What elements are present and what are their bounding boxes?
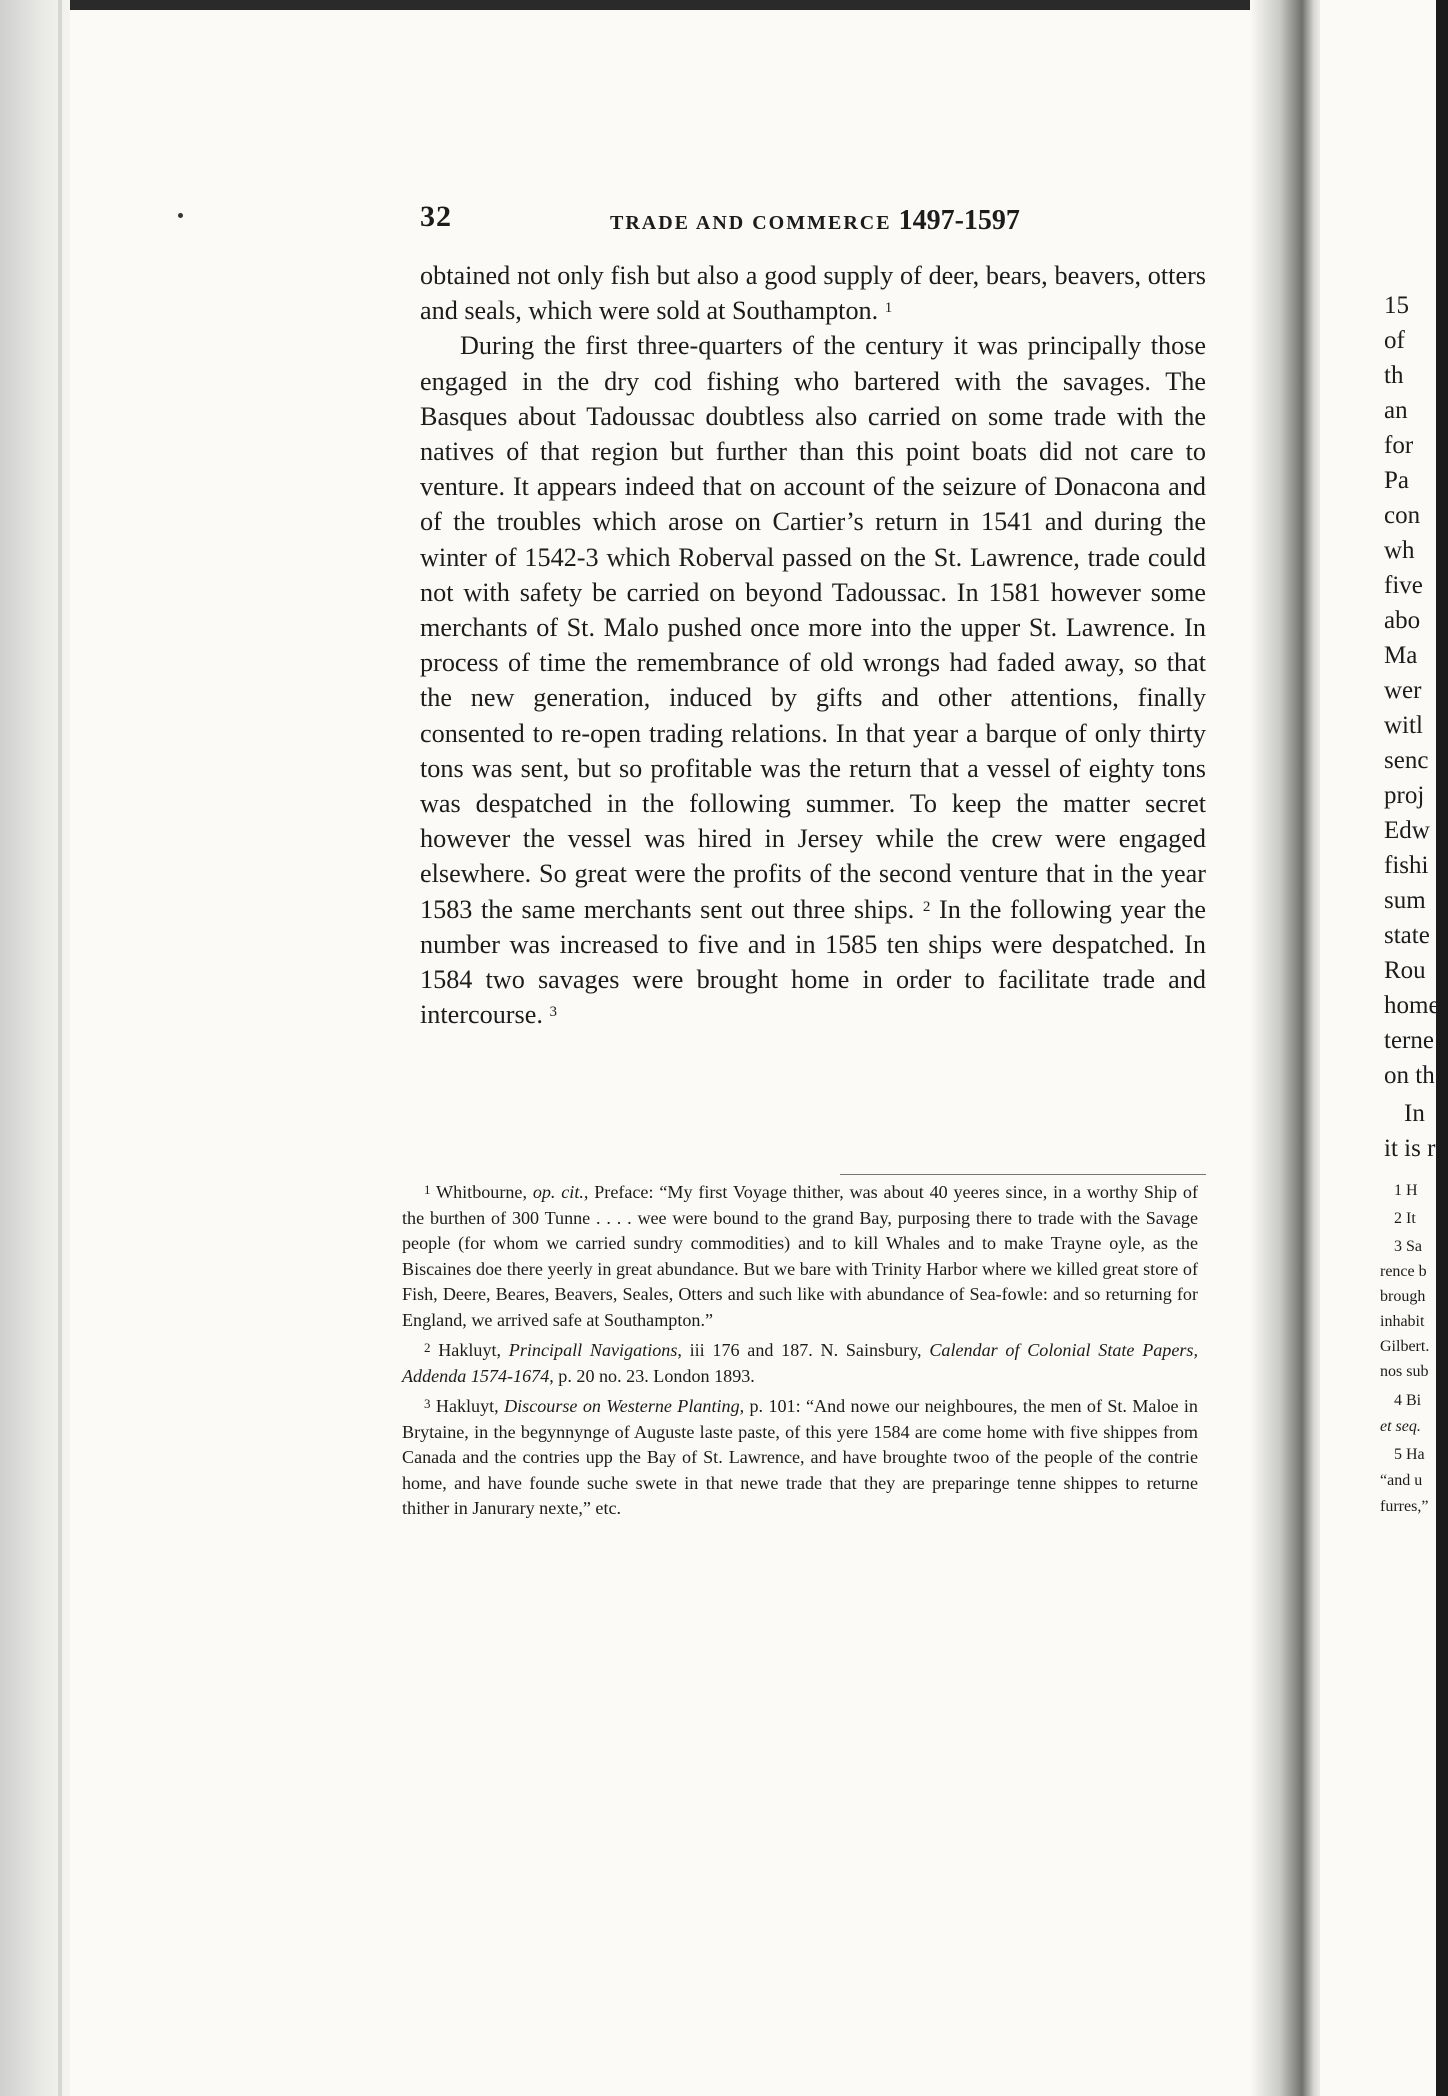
footnote-italic: op. cit. xyxy=(532,1182,584,1202)
facing-note-line: et seq. xyxy=(1380,1418,1421,1435)
footnote-italic: Principall Navigations xyxy=(508,1340,678,1360)
facing-line: Rou xyxy=(1384,957,1426,984)
footnote-number: 1 xyxy=(424,1182,431,1197)
paragraph-2 xyxy=(420,328,1206,1032)
facing-note-line: 2 It xyxy=(1394,1210,1416,1227)
footnote-text: , iii 176 and 187. N. Sainsbury, xyxy=(677,1340,922,1360)
facing-line: witl xyxy=(1384,712,1423,739)
footnote-text: , p. 20 no. 23. London 1893. xyxy=(549,1365,755,1386)
facing-page-text-fragments xyxy=(1380,0,1448,2096)
facing-note-line: 1 H xyxy=(1394,1182,1418,1199)
facing-note-line: nos sub xyxy=(1380,1363,1429,1380)
paragraph-2-text-b: In the following year the number was increased to five and in 1585 ten ships were despatched. In 1584 two savages were brought home in order to facilitate trade and intercourse. xyxy=(420,894,1207,1030)
facing-line: five xyxy=(1384,572,1423,599)
facing-line: terne xyxy=(1384,1027,1434,1054)
facing-note-line: brough xyxy=(1380,1288,1426,1305)
footnote-ref-2: 2 xyxy=(922,898,931,915)
footnote-ref-1: 1 xyxy=(884,300,893,317)
facing-note-line: inhabit xyxy=(1380,1313,1425,1330)
facing-note-line: Gilbert. xyxy=(1380,1338,1430,1355)
footnote-2 xyxy=(402,1338,1198,1389)
main-text xyxy=(420,258,1206,1032)
facing-line: an xyxy=(1384,397,1408,424)
facing-line: Ma xyxy=(1384,642,1418,669)
facing-line: home xyxy=(1384,992,1440,1019)
footnote-number: 3 xyxy=(424,1396,431,1411)
paragraph-1-text: obtained not only fish but also a good supply of deer, bears, beavers, otters and seals, which were sold at Southampton. xyxy=(420,261,1206,326)
footnote-italic: Calendar of Colonial State Papers, Addenda 1574-1674 xyxy=(402,1340,1198,1386)
facing-line: it is r xyxy=(1384,1135,1436,1162)
footnote-rule xyxy=(840,1174,1206,1175)
footnote-text: , p. 101: “And nowe our neighboures, the men of St. Maloe in Brytaine, in the begynnynge of Auguste laste paste, of this yere 1584 are come home with five shippes from Canada and the contries upp the Bay of St. Lawrence, and have broughte twoo of the people of the contrie home, and have founde suche swete in that newe trade that they are preparinge tenne shippes to returne thither in Janurary nexte,” etc. xyxy=(402,1396,1198,1518)
footnote-ref-3: 3 xyxy=(549,1004,557,1021)
facing-note-line: “and u xyxy=(1380,1472,1423,1489)
facing-line: proj xyxy=(1384,782,1425,809)
facing-line: on th xyxy=(1384,1062,1435,1089)
facing-line: wh xyxy=(1384,537,1415,564)
page-fold-line xyxy=(58,0,62,2096)
facing-line: con xyxy=(1384,502,1421,529)
footnote-text: Hakluyt, xyxy=(438,1340,502,1360)
paragraph-2-text-a: During the first three-quarters of the century it was principally those engaged in the dry cod fishing who bartered with the savages. The Basques about Tadoussac doubtless also carried on some trade with the natives of that region but further than this point boats did not care to venture. It appears indeed that on account of the seizure of Donacona and of the troubles which arose on Cartier’s return in 1541 and during the winter of 1542-3 which Roberval passed on the St. Lawrence, trade could not with safety be carried on beyond Tadoussac. In 1581 however some merchants of St. Malo pushed once more into the upper St. Lawrence. In process of time the remembrance of old wrongs had faded away, so that the new generation, induced by gifts and other attentions, finally consented to re-open trading relations. In that year a barque of only thirty tons was sent, but so profitable was the return that a vessel of eighty tons was despatched in the following summer. To keep the matter secret however the vessel was hired in Jersey while the crew were engaged elsewhere. So great were the profits of the second venture that in the year 1583 the same merchants sent out three ships. xyxy=(420,331,1206,924)
facing-line: state xyxy=(1384,922,1430,949)
facing-line: of xyxy=(1384,327,1405,354)
footnote-number: 2 xyxy=(424,1340,431,1355)
footnotes xyxy=(402,1180,1198,1527)
facing-note-line: 5 Ha xyxy=(1394,1446,1425,1463)
facing-line: wer xyxy=(1384,677,1422,704)
running-head-title: TRADE AND COMMERCE xyxy=(610,212,892,234)
facing-line: for xyxy=(1384,432,1414,459)
facing-note-line: 3 Sa xyxy=(1394,1238,1422,1255)
facing-line: sum xyxy=(1384,887,1426,914)
footnote-text: Whitbourne, xyxy=(436,1182,527,1202)
footnote-text: , Preface: “My first Voyage thither, was about 40 yeeres since, in a worthy Ship of the burthen of 300 Tunne . . . . wee were bound to the grand Bay, purposing there to trade with the Savage people (for whom we carried sundry commodities) and to kill Whales and to make Trayne oyle, as the Biscaines doe there yeerly in great abundance. But we bare with Trinity Harbor where we killed great store of Fish, Deere, Beares, Beavers, Seales, Otters and such like with abundance of Sea-fowle: and so returning for England, we arrived safe at Southampton.” xyxy=(402,1182,1199,1330)
facing-line: Pa xyxy=(1384,467,1409,494)
facing-line: th xyxy=(1384,362,1404,389)
facing-note-line: furres,” xyxy=(1380,1498,1429,1515)
footnote-1 xyxy=(402,1180,1198,1333)
paragraph-1 xyxy=(420,258,1206,328)
footnote-text: Hakluyt, xyxy=(435,1396,499,1416)
facing-line: fishi xyxy=(1384,852,1429,879)
facing-line: Edw xyxy=(1384,817,1430,844)
running-head xyxy=(610,205,1020,237)
page-number: 32 xyxy=(420,200,452,233)
page-header xyxy=(420,200,1026,240)
facing-line: 15 xyxy=(1384,292,1409,319)
ink-speck xyxy=(178,213,183,218)
running-head-years: 1497-1597 xyxy=(898,205,1020,236)
facing-line: abo xyxy=(1384,607,1421,634)
scan-top-border xyxy=(0,0,1448,10)
facing-line: senc xyxy=(1384,747,1429,774)
footnote-3 xyxy=(402,1394,1198,1522)
facing-note-line: 4 Bi xyxy=(1394,1392,1422,1409)
facing-note-line: rence b xyxy=(1380,1263,1427,1280)
footnote-italic: Discourse on Westerne Planting xyxy=(504,1396,740,1416)
facing-line: In xyxy=(1404,1100,1425,1127)
